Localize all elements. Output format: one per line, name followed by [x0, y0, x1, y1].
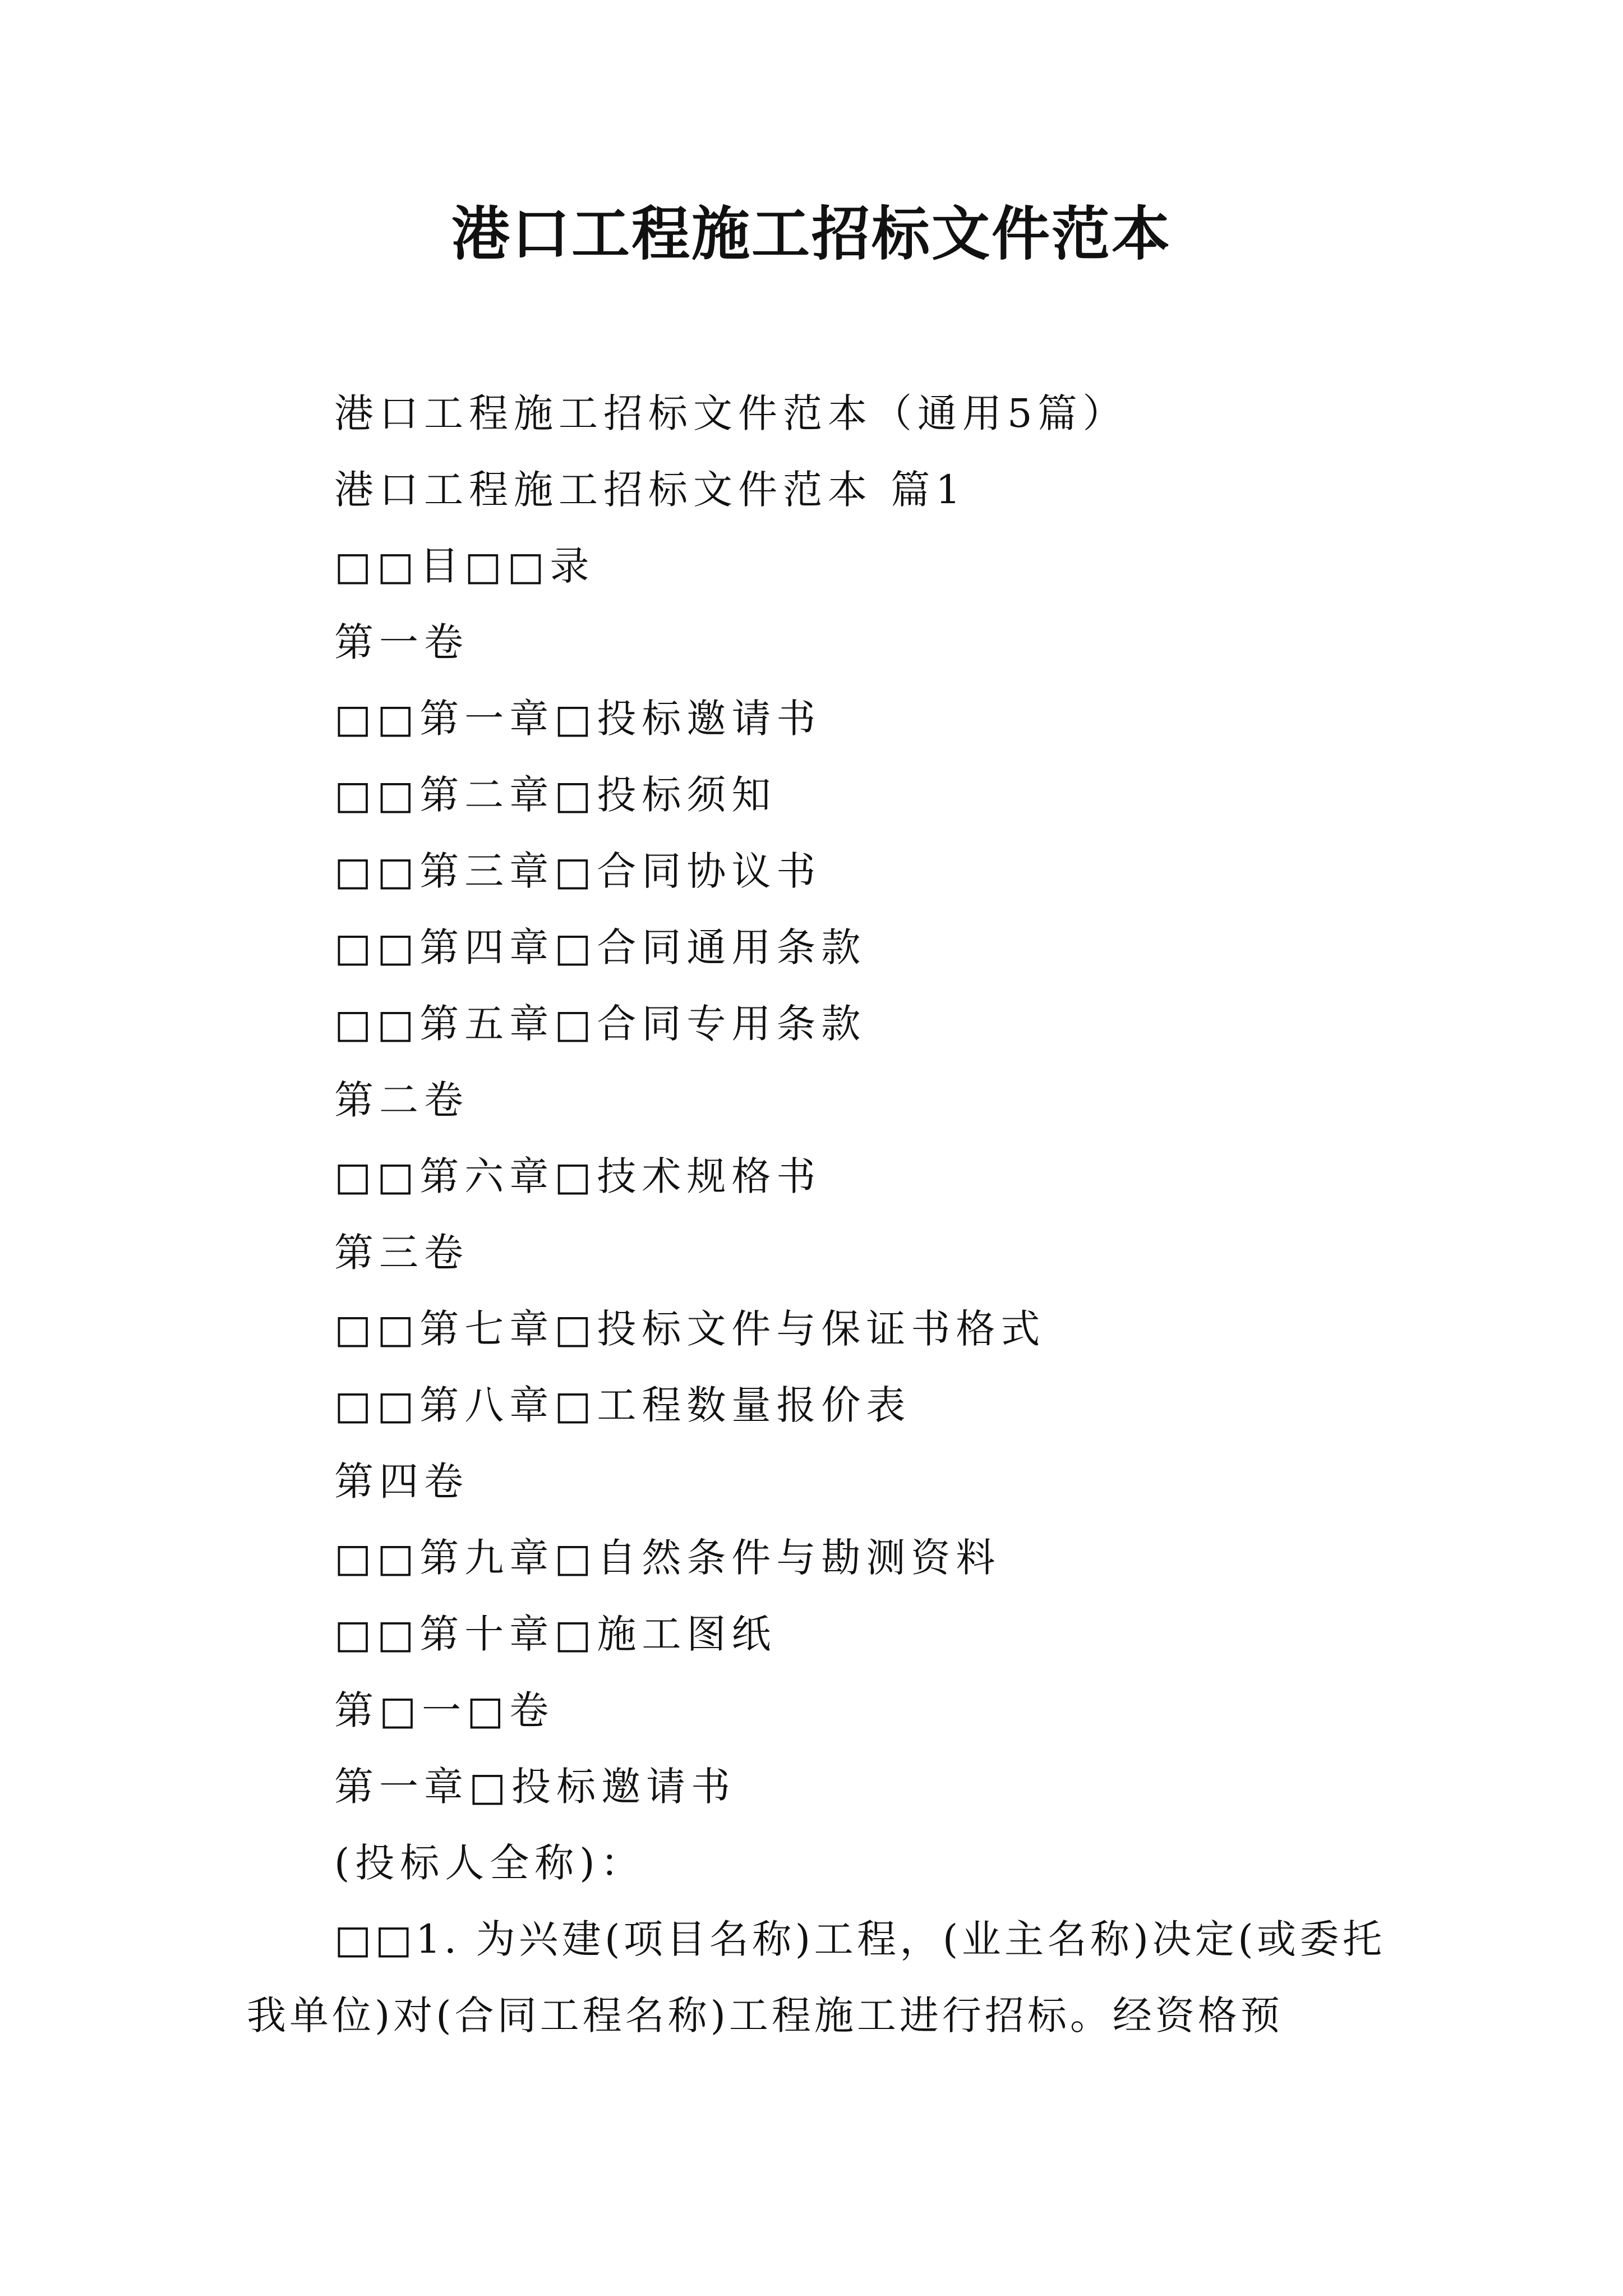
document-title: 港口工程施工招标文件范本	[451, 199, 1172, 268]
toc-chapter-9: □□第九章□自然条件与勘测资料	[334, 1535, 1001, 1581]
toc-chapter-1: □□第一章□投标邀请书	[334, 696, 822, 742]
toc-chapter-2: □□第二章□投标须知	[334, 772, 777, 818]
toc-chapter-5: □□第五章□合同专用条款	[334, 1001, 866, 1047]
toc-chapter-6: □□第六章□技术规格书	[334, 1153, 822, 1199]
toc-volume-1: 第一卷	[334, 619, 469, 665]
toc-chapter-4: □□第四章□合同通用条款	[334, 924, 866, 970]
toc-chapter-10: □□第十章□施工图纸	[334, 1611, 777, 1657]
toc-chapter-3: □□第三章□合同协议书	[334, 848, 822, 894]
toc-chapter-7: □□第七章□投标文件与保证书格式	[334, 1306, 1046, 1352]
toc-volume-3: 第三卷	[334, 1230, 469, 1276]
salutation: (投标人全称)：	[334, 1840, 645, 1886]
toc-chapter-8: □□第八章□工程数量报价表	[334, 1382, 911, 1428]
volume-1-heading: 第□一□卷	[334, 1687, 555, 1733]
article-heading: 港口工程施工招标文件范本 篇1	[334, 467, 966, 513]
toc-volume-4: 第四卷	[334, 1458, 469, 1504]
toc-volume-2: 第二卷	[334, 1077, 469, 1123]
series-heading: 港口工程施工招标文件范本（通用5篇）	[334, 390, 1128, 436]
toc-heading: □□目□□录	[334, 543, 595, 589]
chapter-1-heading: 第一章□投标邀请书	[334, 1764, 736, 1810]
body-paragraph: □□1. 为兴建(项目名称)工程，(业主名称)决定(或委托我单位)对(合同工程名称)工程施工进行招标。经资格预	[247, 1916, 1385, 2039]
